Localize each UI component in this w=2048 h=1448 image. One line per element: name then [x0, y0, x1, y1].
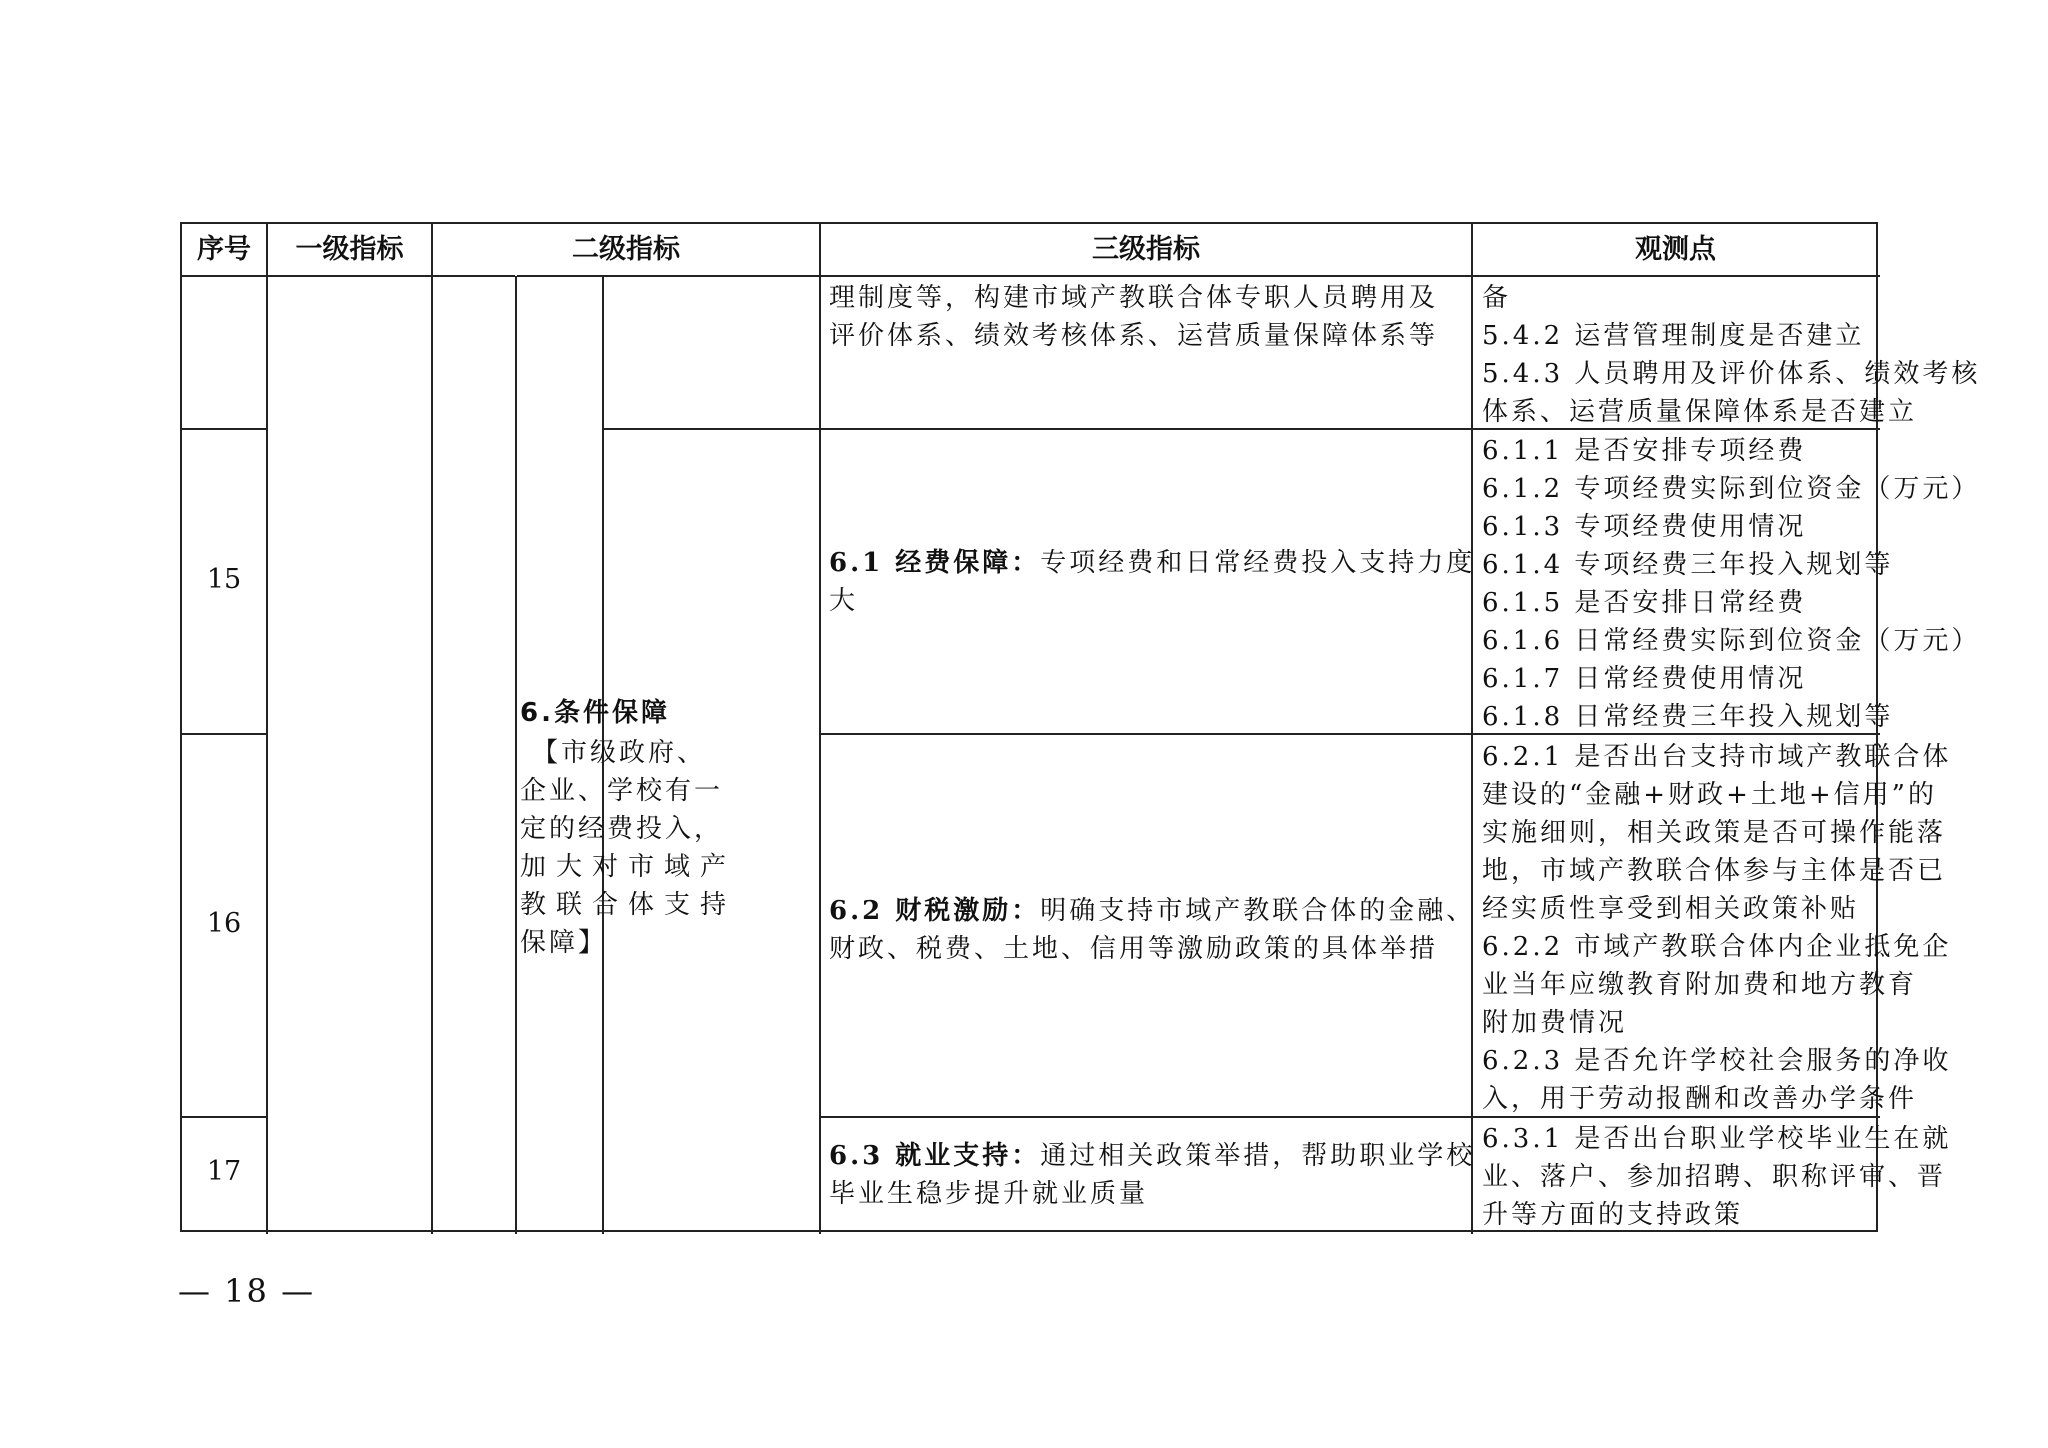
row-number-17: 17: [206, 1156, 242, 1187]
observation-6-2-line: 经实质性享受到相关政策补贴: [1482, 894, 1860, 924]
row-number-16: 16: [206, 908, 242, 939]
observation-6-2-line: 业当年应缴教育附加费和地方教育: [1482, 970, 1918, 1000]
secondary-indicator-line: 教联合体支持: [520, 890, 737, 920]
indicator-6-3-desc-cont: 毕业生稳步提升就业质量: [829, 1179, 1149, 1209]
indicator-6-3-title: 6.3 就业支持：: [829, 1141, 1041, 1171]
observation-6-2-line: 地，市域产教联合体参与主体是否已: [1482, 856, 1947, 886]
indicator-6-2-title: 6.2 财税激励：: [829, 896, 1041, 926]
secondary-indicator-line: 企业、学校有一: [520, 776, 724, 806]
observation-6-1-8: 6.1.8 日常经费三年投入规划等: [1482, 702, 1894, 732]
indicator-6-3-desc: 通过相关政策举措，帮助职业学校: [1040, 1141, 1476, 1171]
observation-6-1-6: 6.1.6 日常经费实际到位资金（万元）: [1482, 626, 1981, 656]
page-number: — 18 —: [178, 1272, 316, 1310]
observation-6-1-1: 6.1.1 是否安排专项经费: [1482, 436, 1807, 466]
indicator-6-1-title: 6.1 经费保障：: [829, 548, 1041, 578]
observation-6-2-line: 建设的“金融+财政+土地+信用”的: [1482, 780, 1937, 810]
observation-6-2-line: 入，用于劳动报酬和改善办学条件: [1482, 1084, 1918, 1114]
indicator-6-1-desc: 专项经费和日常经费投入支持力度: [1040, 548, 1476, 578]
indicator-6-1-desc-cont: 大: [829, 586, 859, 616]
secondary-indicator-line: 【市级政府、: [532, 738, 707, 768]
observation-6-2-line: 附加费情况: [1482, 1008, 1628, 1038]
secondary-indicator-title: 6.条件保障: [520, 698, 670, 728]
indicator-6-2: [829, 892, 1475, 931]
observation-6-2-line: 6.2.2 市域产教联合体内企业抵免企: [1482, 932, 1952, 962]
indicator-6-2-desc-cont: 财政、税费、土地、信用等激励政策的具体举措: [829, 934, 1439, 964]
observation-6-2-line: 6.2.3 是否允许学校社会服务的净收: [1482, 1046, 1952, 1076]
prev-observation-line: 备: [1482, 283, 1512, 313]
observation-6-1-4: 6.1.4 专项经费三年投入规划等: [1482, 550, 1894, 580]
indicator-table: [180, 222, 1981, 1232]
observation-6-2-line: 实施细则，相关政策是否可操作能落: [1482, 818, 1947, 848]
observation-6-1-2: 6.1.2 专项经费实际到位资金（万元）: [1482, 474, 1981, 504]
prev-indicator-line: 理制度等，构建市域产教联合体专职人员聘用及: [829, 283, 1439, 313]
observation-6-3-line: 升等方面的支持政策: [1482, 1200, 1744, 1230]
indicator-6-2-desc: 明确支持市域产教联合体的金融、: [1040, 896, 1476, 926]
secondary-indicator-line: 定的经费投入，: [520, 814, 724, 844]
prev-observation-line: 体系、运营质量保障体系是否建立: [1482, 397, 1918, 427]
header-col-level1: 一级指标: [295, 234, 404, 265]
observation-6-1-5: 6.1.5 是否安排日常经费: [1482, 588, 1807, 618]
secondary-indicator-line: 保障】: [520, 928, 608, 958]
header-col-index: 序号: [197, 234, 251, 265]
observation-6-3-line: 6.3.1 是否出台职业学校毕业生在就: [1482, 1124, 1952, 1154]
prev-indicator-line: 评价体系、绩效考核体系、运营质量保障体系等: [829, 321, 1439, 351]
observation-6-2-line: 6.2.1 是否出台支持市域产教联合体: [1482, 742, 1952, 772]
observation-6-1-3: 6.1.3 专项经费使用情况: [1482, 512, 1807, 542]
header-col-observation: 观测点: [1635, 234, 1716, 265]
row-number-15: 15: [206, 564, 242, 595]
header-col-level2: 二级指标: [572, 234, 680, 265]
indicator-6-3: [829, 1137, 1475, 1176]
indicator-6-1: [829, 544, 1475, 583]
prev-observation-line: 5.4.3 人员聘用及评价体系、绩效考核: [1482, 359, 1981, 389]
observation-6-1-7: 6.1.7 日常经费使用情况: [1482, 664, 1807, 694]
header-col-level3: 三级指标: [1092, 234, 1200, 265]
observation-6-3-line: 业、落户、参加招聘、职称评审、晋: [1482, 1162, 1947, 1192]
prev-observation-line: 5.4.2 运营管理制度是否建立: [1482, 321, 1865, 351]
secondary-indicator-line: 加大对市域产: [520, 852, 737, 882]
